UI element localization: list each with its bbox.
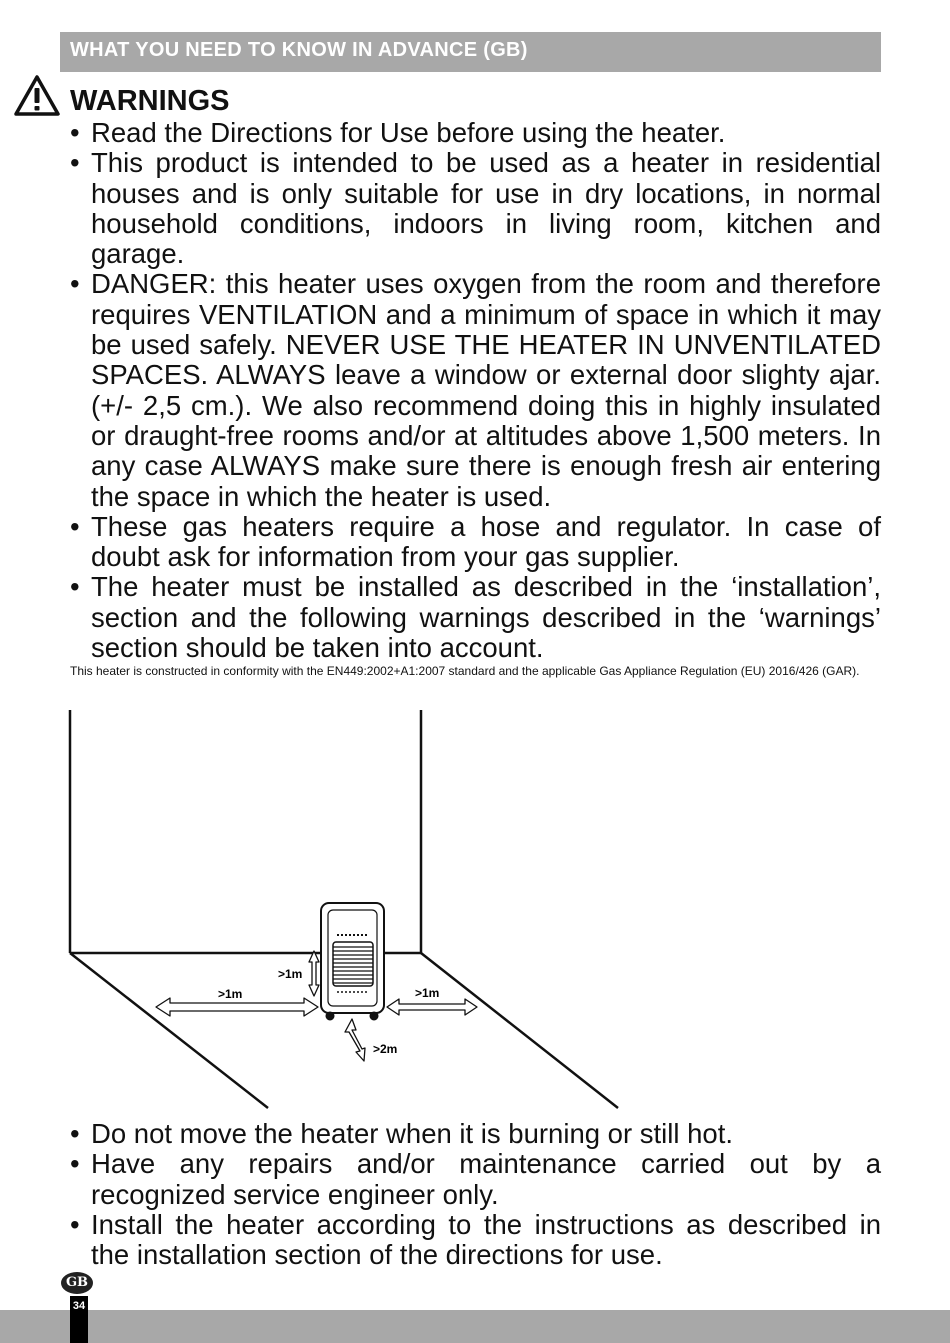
warning-triangle-icon — [13, 74, 61, 118]
clearance-label-right: >1m — [415, 986, 440, 1000]
page-number-box — [70, 1296, 88, 1343]
list-item: • This product is intended to be used as a heater in residential houses and is only suitable for use in dry locations, in normal household conditions, indoors in living room, kitchen and garage. — [70, 147, 881, 270]
clearance-arrows — [156, 951, 477, 1061]
list-item: • Install the heater according to the instructions as described in the installation section of the directions for use. — [70, 1208, 881, 1271]
clearance-diagram — [60, 705, 640, 1115]
clearance-label-front: >2m — [373, 1042, 398, 1056]
list-item: • Do not move the heater when it is burning or still hot. — [70, 1118, 734, 1149]
list-item: • Have any repairs and/or maintenance carried out by a recognized service engineer only. — [70, 1148, 881, 1210]
more-warnings-list — [70, 1119, 881, 1270]
clearance-label-top: >1m — [278, 967, 303, 981]
list-item: • DANGER: this heater uses oxygen from the room and therefore requires VENTILATION and a minimum of space in which it may be used safely. NEVER USE THE HEATER IN UNVENTILATED SPACES. ALWAYS leave a window or external door slighty ajar. (+/- 2,5 cm.). We also recommend doing this in highly insulated or draught-free rooms and/or at altitudes above 1,500 meters. In any case ALWAYS make sure there is enough fresh air entering the space in which the heater is used. — [70, 268, 881, 512]
header-bar — [60, 32, 881, 72]
list-item: • The heater must be installed as described in the ‘installation’, section and the following warnings described in the ‘warnings’ section should be taken into account. — [70, 571, 881, 664]
language-badge: GB — [61, 1272, 93, 1294]
standard-note: This heater is constructed in conformity with the EN449:2002+A1:2007 standard and the applicable Gas Appliance Regulation (EU) 2016/426 (GAR). — [70, 664, 860, 678]
page-number: 34 — [72, 1300, 86, 1312]
warnings-title: WARNINGS — [70, 85, 230, 117]
clearance-label-left: >1m — [218, 987, 243, 1001]
list-item: • Read the Directions for Use before using the heater. — [70, 117, 726, 148]
warnings-list — [70, 118, 881, 663]
header-title: WHAT YOU NEED TO KNOW IN ADVANCE (GB) — [70, 39, 528, 61]
list-item: • These gas heaters require a hose and regulator. In case of doubt ask for information from your gas supplier. — [70, 510, 881, 573]
footer-bar — [0, 1310, 950, 1343]
heater-icon — [321, 903, 384, 1020]
